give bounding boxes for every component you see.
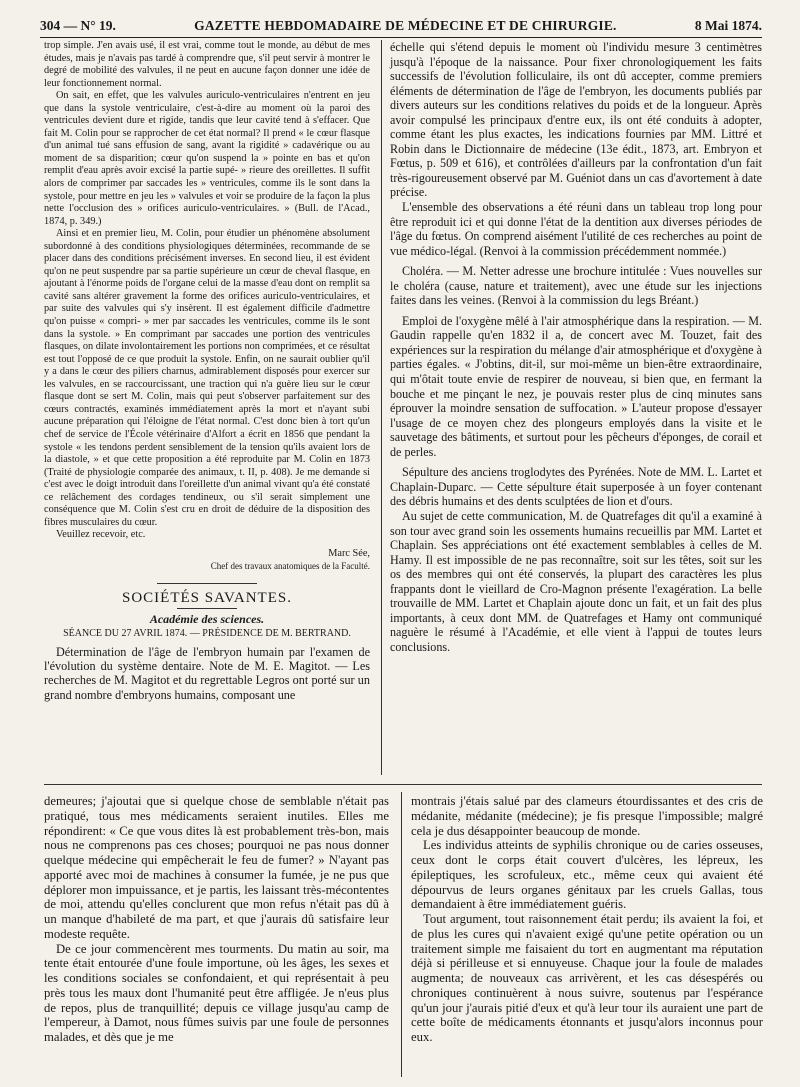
paragraph: Sépulture des anciens troglodytes des Pyrénées. Note de MM. L. Lartet et Chaplain-Duparc. — Cette sépulture était superposée à un foyer contenant des débris humains et des dents sculptées de lion et d'ours.	[390, 465, 762, 509]
paragraph: Ainsi et en premier lieu, M. Colin, pour étudier un phénomène absolument subordonné à des conditions physiologiques déterminées, recommande de se placer dans des conditions précisément inverses. En second lieu, il est évident qu'on ne peut suspendre par sa partie supérieure un cœur de cheval flasque, en ajoutant à l'énorme poids de l'organe celui de la masse d'eau dont on remplit sa cavité sans altérer gravement la forme des orifices auriculo-ventriculaires, et par suite des valvules qui s'y insèrent. Il est également difficile d'admettre qu'on puisse « compri- » mer par saccades les ventricules, comme ils le sont dans la systole. » En comprimant par saccades une portion des ventricules flasques, on dilate involontairement les portions non comprimées, et ce résultat est tout l'opposé de ce que produit la systole. Enfin, on ne saurait oublier qu'il y a dans le cœur des piliers charnus, admirablement disposés pour exercer sur les valvules, en se raccourcissant, une traction qui n'a guère lieu sur le cœur flasque dont se sert M. Colin, mais qui peut s'observer parfaitement sur des cœurs contractés, examinés immédiatement après la mort et n'ayant subi aucune préparation qui l'éloigne de l'état normal. C'est donc bien à tort qu'un chef de service de l'École vétérinaire d'Alfort a écrit en 1856 que pendant la systole « les tendons perdent sensiblement de la tension qu'ils avaient lors de la diastole, » et que cette proposition a été reproduite par M. Colin en 1873 (Traité de physiologie comparée des animaux, t. II, p. 408). Je me demande si c'est avec le doigt introduit dans l'oreillette d'un animal vivant qu'a été constaté ce relâchement des cordages tendineux, ou s'il serait simplement une conséquence que M. Colin s'est cru en droit de déduire de la disposition des fibres musculaires du cœur.	[44, 228, 370, 528]
paragraph: trop simple. J'en avais usé, il est vrai, comme tout le monde, au début de mes études, mais je n'avais pas tardé à comprendre que, s'il peut servir à montrer le degré de mobilité des valvules, il ne peut en aucune façon donner une idée de leur fonctionnement normal.	[44, 40, 370, 89]
issue-date: 8 Mai 1874.	[694, 18, 762, 33]
section-divider	[44, 784, 762, 785]
column-bottom-left	[44, 794, 389, 1045]
column-divider-bottom	[401, 792, 402, 1077]
paragraph: montrais j'étais salué par des clameurs étourdissantes et des cris de médanite, médanite (médecine); je fis presque l'impossible; malgré cela je dus désappointer beaucoup de monde.	[411, 794, 763, 838]
paragraph: L'ensemble des observations a été réuni dans un tableau trop long pour être reproduit ici et qui donne l'état de la dentition aux diverses périodes de l'âge du fœtus. On comprend aisément l'utilité de ces recherches au point de vue médico-légal. (Renvoi à la commission précédemment nommée.)	[390, 200, 762, 258]
seance-line: SÉANCE DU 27 AVRIL 1874. — PRÉSIDENCE DE M. BERTRAND.	[63, 628, 351, 640]
paragraph: demeures; j'ajoutai que si quelque chose de semblable n'était pas pratiqué, tous mes médicaments seraient inutiles. Elles me répondirent: « Ce que vous dites là est probablement très-bon, mais nous ne comprenons pas ces choses; pourquoi ne pas nous donner quelque médecine qui empêcherait le feu de fumer? » N'ayant pas apporté avec moi de machines à consumer la fumée, je ne pus que déplorer mon impuissance, et je partis, les laissant très-mécontentes de moi, attendu qu'elles conclurent que mon refus n'était pas dû à un manque d'habileté de ma part, et que j'aurais dû satisfaire leur modeste requête.	[44, 794, 389, 941]
paragraph: De ce jour commencèrent mes tourments. Du matin au soir, ma tente était entourée d'une foule importune, où les âges, les sexes et les conditions sociales se confondaient, et qui représentait à peu près tous les maux dont l'humanité peut être affligée. Je n'eus plus de repos, plus de tranquillité; depuis ce village jusqu'au camp de l'empereur, à Damot, nous fûmes suivis par une foule de personnes malades, et dès que je me	[44, 941, 389, 1044]
signature: Marc Sée,	[328, 547, 370, 559]
signature-title: Chef des travaux anatomiques de la Faculté.	[210, 561, 370, 572]
column-top-right	[390, 40, 762, 654]
paragraph: Veuillez recevoir, etc.	[56, 529, 146, 541]
paragraph: Détermination de l'âge de l'embryon humain par l'examen de l'évolution du système dentaire. Note de M. E. Magitot. — Les recherches de M. Magitot et du regrettable Legros ont porté sur un grand nombre d'embryons humains, composant une	[44, 644, 370, 702]
column-divider-top	[381, 40, 382, 775]
column-bottom-right	[411, 794, 763, 1045]
paragraph: Au sujet de cette communication, M. de Quatrefages dit qu'il a examiné à son tour avec grand soin les ossements humains recueillis par MM. Lartet et Chaplain. Ses appréciations ont été exactement semblables à celles de M. Hamy. Il est impossible de ne pas reconnaître, soit sur les têtes, soit sur les os des membres qui ont été conservés, la plupart des caractères les plus frappants dont le vieillard de Cro-Magnon présente l'exagération. La belle trouvaille de MM. Lartet et Chaplain ajoute donc un fait, et un fait des plus importants, à ceux dont MM. de Quatrefages et Hamy ont communiqué naguère le résumé à l'Académie, et elle vient à l'appui de toutes leurs conclusions.	[390, 508, 762, 654]
separator-rule	[157, 583, 257, 584]
page-header	[40, 8, 762, 38]
section-title: SOCIÉTÉS SAVANTES.	[122, 589, 292, 606]
paragraph: On sait, en effet, que les valvules auriculo-ventriculaires n'entrent en jeu que dans la systole ventriculaire, c'est-à-dire au moment où la paroi des ventricules devient dure et rigide, tandis que leur cavité tend à s'effacer. Que fait M. Colin pour se rapprocher de cet état normal? Il prend « le cœur flasque d'un animal tué sans effusion de sang, avant la rigidité » cadavérique ou au moment de sa disparition; cœur qu'on suspend la » pointe en bas et qu'on remplit d'eau après avoir excisé la partie supé- » rieure des oreillettes. Il suffit alors de comprimer par saccades les » ventricules, comme ils le sont dans la systole, pour mettre en jeu les » valvules et voir se produire de la façon la plus nette l'occlusion des » orifices auriculo-ventriculaires. » (Bull. de l'Acad., 1874, p. 349.)	[44, 90, 370, 227]
page-number-issue: 304 — N° 19.	[40, 18, 116, 33]
paragraph: Emploi de l'oxygène mêlé à l'air atmosphérique dans la respiration. — M. Gaudin rappelle qu'en 1832 il a, de concert avec M. Touzet, fait des expériences sur la respiration du mélange d'air atmosphérique et d'oxygène à parties égales. « J'obtins, dit-il, sur moi-même un bien-être extraordinaire, qui m'ôtait toute envie de respirer de nouveau, si bien que, en fermant la bouche et me pinçant le nez, je pouvais rester plus de cinq minutes sans éprouver la moindre sensation de suffocation. » L'auteur propose d'essayer l'usage de ce moyen chez des plongeurs employés dans la visite et le sauvetage des bâtiments, et surtout pour les pêcheurs d'éponges, de corail et de perles.	[390, 313, 762, 459]
section-title-rule	[177, 608, 237, 609]
column-top-left	[44, 40, 370, 702]
subsection-title: Académie des sciences.	[149, 611, 265, 626]
journal-title: GAZETTE HEBDOMADAIRE DE MÉDECINE ET DE CHIRURGIE.	[194, 18, 617, 33]
paragraph: Tout argument, tout raisonnement était perdu; ils avaient la foi, et de plus les cures qui n'avaient exigé qu'une petite opération ou un traitement simple me faisaient du tort en augmentant ma réputation déjà si périlleuse et si ennuyeuse. Chaque jour la foule de malades augmenta; de nouveaux cas arrivèrent, et les cas désespérés ou chroniques continuèrent à nous suivre, soutenus par l'espérance qu'un jour j'aurais pitié d'eux et qu'à leur tour ils auraient une part de cette boîte de médicaments étonnants et jusqu'alors inconnus pour eux.	[411, 912, 763, 1044]
paragraph: Choléra. — M. Netter adresse une brochure intitulée : Vues nouvelles sur le choléra (cause, nature et traitement), avec une étude sur les injections faites dans les veines. (Renvoi à la commission du legs Bréant.)	[390, 264, 762, 308]
paragraph: Les individus atteints de syphilis chronique ou de caries osseuses, ceux dont le corps était couvert d'ulcères, les lépreux, les épileptiques, les scrofuleux, etc., même ceux qui avaient été dépourvus de leurs organes génitaux par les cruels Gallas, tous demandaient à être immédiatement guéris.	[411, 838, 763, 912]
paragraph: échelle qui s'étend depuis le moment où l'individu mesure 3 centimètres jusqu'à l'époque de la naissance. Pour fixer chronologiquement les faits successifs de l'évolution folliculaire, ils ont dû accepter, comme premiers éléments de détermination de l'âge de l'embryon, les documents publiés par divers auteurs sur les conditions relatives du poids et de la longueur. Après avoir compulsé les principaux d'entre eux, ils ont été conduits à adopter, comme étant les plus exactes, les indications fournies par MM. Littré et Robin dans le Dictionnaire de médecine (13e édit., 1873, art. Embryon et Fœtus, p. 509 et 616), et contrôlées d'ailleurs par la confrontation d'un fait très-rigoureusement observé par M. Guéniot dans un cas d'avortement à date précise.	[390, 40, 762, 200]
